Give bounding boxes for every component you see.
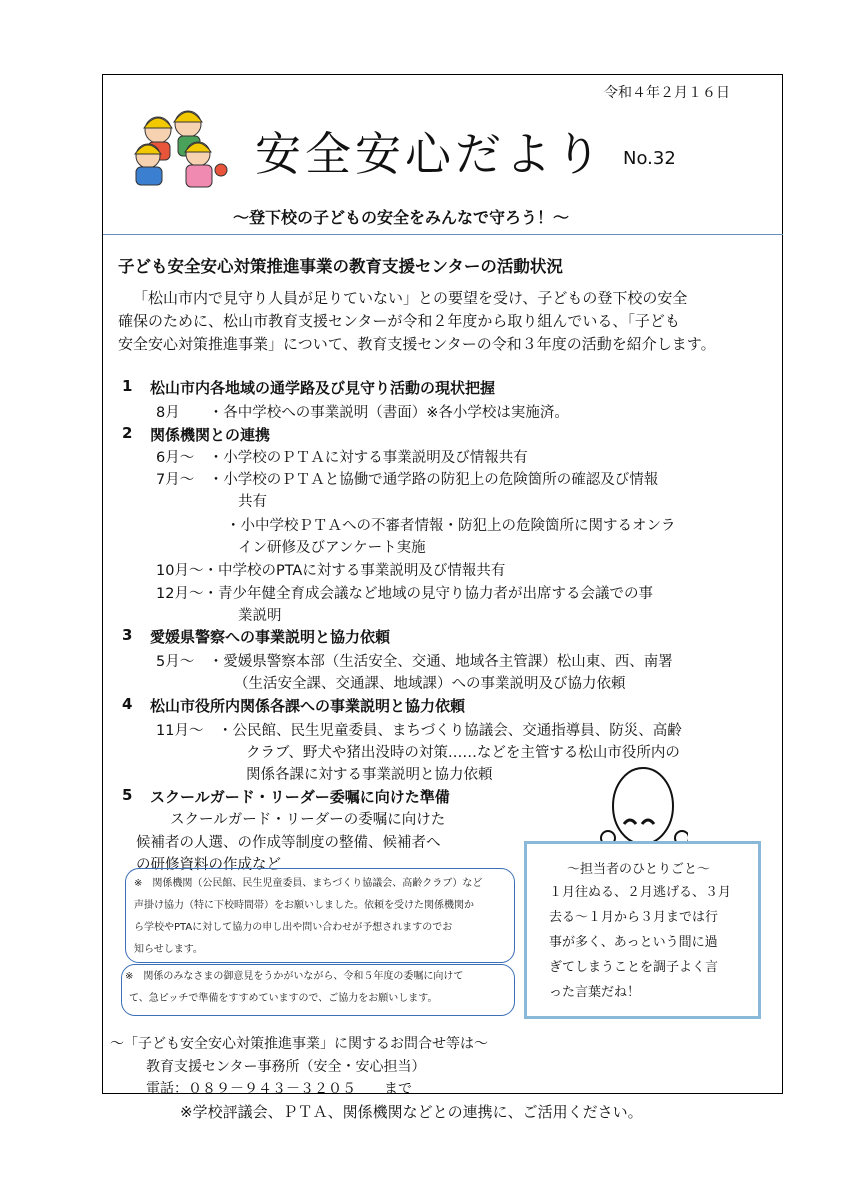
note-box <box>121 964 515 1016</box>
speech-line: った言葉だね！ <box>549 985 641 1000</box>
speech-line: ぎてしまうことを調子よく言 <box>549 960 719 975</box>
item-line: 業説明 <box>238 608 282 624</box>
item-line: 8月 ・各中学校への事業説明（書面）※各小学校は実施済。 <box>156 405 569 421</box>
contact-heading: ～「子ども安全安心対策推進事業」に関するお問合せ等は～ <box>110 1036 488 1052</box>
note-line: ら学校やPTAに対して協力の申し出や問い合わせが予想されますのでお <box>134 922 453 933</box>
speech-body <box>549 880 731 1005</box>
item-heading: 松山市内各地域の通学路及び見守り活動の現状把握 <box>150 379 496 397</box>
item-line: 7月～ ・小学校のＰＴＡと協働で通学路の防犯上の危険箇所の確認及び情報 <box>156 472 659 488</box>
children-hardhat-illustration <box>126 100 238 192</box>
note-line: 声掛け協力（特に下校時間帯）をお願いしました。依頼を受けた関係機関か <box>134 900 474 911</box>
closing-note: ※学校評議会、ＰＴＡ、関係機関などとの連携に、ご活用ください。 <box>180 1103 643 1121</box>
item-line: 候補者の人選、の作成等制度の整備、候補者へ <box>136 835 441 851</box>
speech-line: 事が多く、あっという間に過 <box>549 935 718 950</box>
item-line: 10月～・中学校のPTAに対する事業説明及び情報共有 <box>156 563 506 579</box>
newsletter-title: 安全安心だより <box>255 127 605 181</box>
intro-line: 確保のために、松山市教育支援センターが令和２年度から取り組んでいる、「子ども <box>118 312 680 330</box>
item-line: 共有 <box>238 494 267 510</box>
speech-title: ～担当者のひとりごと～ <box>567 862 711 877</box>
note-box <box>125 868 515 963</box>
intro-line: 「松山市内で見守り人員が足りていない」との要望を受け、子どもの登下校の安全 <box>133 289 688 307</box>
item-number: 4 <box>122 695 133 713</box>
item-number: 1 <box>122 377 133 395</box>
item-line: 11月～ ・公民館、民生児童委員、まちづくり協議会、交通指導員、防災、高齢 <box>156 723 682 739</box>
item-heading: 関係機関との連携 <box>150 426 271 444</box>
mascot-character-icon <box>598 762 688 846</box>
section-title: 子ども安全安心対策推進事業の教育支援センターの活動状況 <box>118 257 563 276</box>
item-line: 関係各課に対する事業説明と協力依頼 <box>246 767 493 783</box>
issue-date: 令和４年２月１６日 <box>604 85 730 101</box>
note-line: ※ 関係機関（公民館、民生児童委員、まちづくり協議会、高齢クラブ）など <box>134 878 483 889</box>
item-heading: スクールガード・リーダー委嘱に向けた準備 <box>150 788 450 806</box>
intro-paragraph <box>118 287 786 356</box>
intro-line: 安全安心対策推進事業」について、教育支援センターの令和３年度の活動を紹介します。 <box>118 335 716 353</box>
item-number: 3 <box>122 626 133 644</box>
subtitle: ～登下校の子どもの安全をみんなで守ろう！～ <box>233 208 570 227</box>
note-line: て、急ピッチで準備をすすめていますので、ご協力をお願いします。 <box>129 993 438 1004</box>
item-line: クラブ、野犬や猪出没時の対策‥‥‥などを主管する松山市役所内の <box>246 745 680 761</box>
item-line: イン研修及びアンケート実施 <box>238 540 426 556</box>
speech-line: 去る～１月から３月までは行 <box>549 910 719 925</box>
issue-number: No.32 <box>623 148 676 169</box>
item-line: スクールガード・リーダーの委嘱に向けた <box>170 812 446 828</box>
contact-phone: 電話：０８９－９４３－３２０５ まで <box>146 1081 412 1097</box>
item-heading: 松山市役所内関係各課への事業説明と協力依頼 <box>150 697 466 715</box>
item-number: 2 <box>122 424 133 442</box>
speech-box <box>524 841 761 1019</box>
contact-office: 教育支援センター事務所（安全・安心担当） <box>146 1059 426 1075</box>
note-line: 知らせします。 <box>134 944 203 955</box>
item-line: 5月～ ・愛媛県警察本部（生活安全、交通、地域各主管課）松山東、西、南署 <box>156 654 673 670</box>
speech-line: １月往ぬる、２月逃げる、３月 <box>549 885 732 900</box>
item-number: 5 <box>122 786 133 804</box>
item-line: 6月～ ・小学校のＰＴＡに対する事業説明及び情報共有 <box>156 450 528 466</box>
item-line: （生活安全課、交通課、地域課）への事業説明及び協力依頼 <box>234 676 626 692</box>
item-heading: 愛媛県警察への事業説明と協力依頼 <box>150 628 391 646</box>
item-line: の研修資料の作成など <box>136 857 281 873</box>
divider <box>103 234 783 235</box>
item-line: 12月～・青少年健全育成会議など地域の見守り協力者が出席する会議での事 <box>156 586 653 602</box>
note-line: ※ 関係のみなさまの御意見をうかがいながら、令和５年度の委嘱に向けて <box>125 971 464 982</box>
item-line: ・小中学校ＰＴＡへの不審者情報・防犯上の危険箇所に関するオンラ <box>226 518 676 534</box>
